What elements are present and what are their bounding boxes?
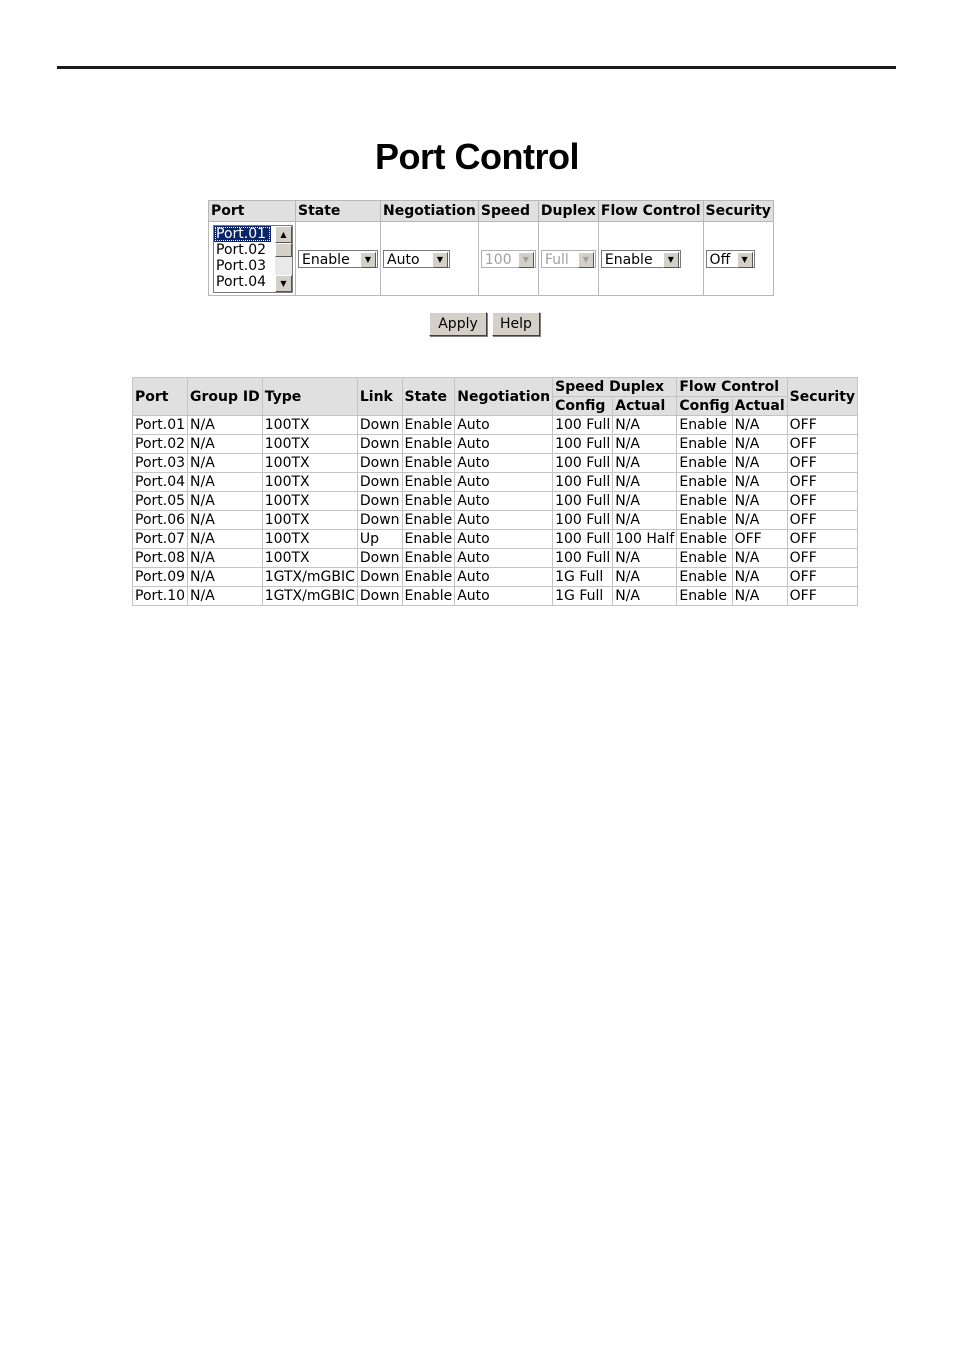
speed-select-value: 100 — [484, 251, 512, 268]
cell-link: Down — [357, 473, 402, 492]
cell-security: OFF — [787, 530, 857, 549]
cell-speed-duplex-config: 100 Full — [553, 530, 613, 549]
cell-speed-duplex-actual: N/A — [613, 511, 677, 530]
chevron-down-icon[interactable]: ▼ — [663, 252, 679, 268]
cell-link: Down — [357, 568, 402, 587]
port-cell — [209, 222, 296, 296]
cell-port: Port.09 — [133, 568, 188, 587]
cell-type: 100TX — [262, 492, 357, 511]
flow-control-cell — [598, 222, 703, 296]
cell-type: 1GTX/mGBIC — [262, 587, 357, 606]
cell-state: Enable — [402, 587, 455, 606]
col-port: Port — [133, 378, 188, 416]
cell-speed-duplex-actual: 100 Half — [613, 530, 677, 549]
table-row — [133, 530, 858, 549]
cell-type: 100TX — [262, 549, 357, 568]
port-listbox[interactable] — [213, 225, 293, 293]
cell-port: Port.06 — [133, 511, 188, 530]
cell-speed-duplex-actual: N/A — [613, 492, 677, 511]
cell-negotiation: Auto — [455, 568, 553, 587]
cell-flow-control-config: Enable — [677, 473, 732, 492]
cell-security: OFF — [787, 549, 857, 568]
cell-speed-duplex-config: 100 Full — [553, 549, 613, 568]
cell-type: 100TX — [262, 435, 357, 454]
cell-state: Enable — [402, 549, 455, 568]
col-negotiation: Negotiation — [455, 378, 553, 416]
cell-flow-control-actual: N/A — [732, 473, 787, 492]
cell-link: Down — [357, 416, 402, 435]
cell-state: Enable — [402, 454, 455, 473]
cell-flow-control-config: Enable — [677, 549, 732, 568]
cell-speed-duplex-actual: N/A — [613, 568, 677, 587]
speed-select — [481, 250, 536, 268]
table-row — [133, 549, 858, 568]
cell-group-id: N/A — [188, 454, 263, 473]
cell-speed-duplex-config: 100 Full — [553, 492, 613, 511]
cell-speed-duplex-actual: N/A — [613, 473, 677, 492]
cell-flow-control-actual: N/A — [732, 568, 787, 587]
cell-security: OFF — [787, 568, 857, 587]
cell-negotiation: Auto — [455, 454, 553, 473]
cell-speed-duplex-actual: N/A — [613, 549, 677, 568]
col-type: Type — [262, 378, 357, 416]
col-state: State — [402, 378, 455, 416]
speed-cell — [478, 222, 538, 296]
cell-security: OFF — [787, 511, 857, 530]
scroll-thumb[interactable] — [275, 243, 292, 257]
apply-button[interactable]: Apply — [429, 312, 487, 336]
cell-port: Port.07 — [133, 530, 188, 549]
cell-security: OFF — [787, 587, 857, 606]
cell-group-id: N/A — [188, 587, 263, 606]
col-flow-control-config: Config — [677, 397, 732, 416]
control-header-row — [209, 201, 774, 222]
header-security: Security — [703, 201, 773, 222]
negotiation-select[interactable] — [383, 250, 450, 268]
cell-negotiation: Auto — [455, 587, 553, 606]
cell-flow-control-config: Enable — [677, 530, 732, 549]
cell-speed-duplex-actual: N/A — [613, 435, 677, 454]
cell-group-id: N/A — [188, 435, 263, 454]
header-port: Port — [209, 201, 296, 222]
cell-negotiation: Auto — [455, 473, 553, 492]
cell-flow-control-actual: N/A — [732, 511, 787, 530]
cell-link: Down — [357, 511, 402, 530]
cell-link: Down — [357, 587, 402, 606]
cell-link: Down — [357, 492, 402, 511]
table-row — [133, 435, 858, 454]
cell-flow-control-actual: N/A — [732, 416, 787, 435]
status-table-body — [133, 416, 858, 606]
port-option[interactable]: Port.01 — [214, 226, 271, 242]
cell-negotiation: Auto — [455, 530, 553, 549]
cell-group-id: N/A — [188, 549, 263, 568]
cell-port: Port.02 — [133, 435, 188, 454]
control-input-row — [209, 222, 774, 296]
cell-flow-control-config: Enable — [677, 435, 732, 454]
cell-state: Enable — [402, 568, 455, 587]
cell-flow-control-config: Enable — [677, 454, 732, 473]
cell-security: OFF — [787, 473, 857, 492]
cell-state: Enable — [402, 530, 455, 549]
cell-speed-duplex-actual: N/A — [613, 587, 677, 606]
cell-group-id: N/A — [188, 492, 263, 511]
cell-port: Port.04 — [133, 473, 188, 492]
negotiation-select-value: Auto — [387, 251, 420, 268]
cell-security: OFF — [787, 435, 857, 454]
table-row — [133, 568, 858, 587]
chevron-down-icon: ▼ — [518, 252, 534, 268]
cell-group-id: N/A — [188, 473, 263, 492]
status-header-row — [133, 378, 858, 397]
page-title: Port Control — [375, 136, 579, 177]
header-flow-control: Flow Control — [598, 201, 703, 222]
scroll-up-icon[interactable]: ▲ — [275, 226, 292, 243]
port-option[interactable]: Port.02 — [216, 241, 267, 258]
cell-link: Down — [357, 549, 402, 568]
duplex-select — [541, 250, 596, 268]
cell-speed-duplex-config: 1G Full — [553, 568, 613, 587]
col-flow-control-actual: Actual — [732, 397, 787, 416]
negotiation-cell — [381, 222, 479, 296]
duplex-cell — [538, 222, 598, 296]
cell-flow-control-actual: OFF — [732, 530, 787, 549]
header-negotiation: Negotiation — [381, 201, 479, 222]
cell-flow-control-config: Enable — [677, 587, 732, 606]
duplex-select-value: Full — [544, 251, 569, 268]
flow-control-select[interactable] — [601, 250, 681, 268]
cell-speed-duplex-config: 100 Full — [553, 511, 613, 530]
port-option[interactable]: Port.03 — [216, 257, 267, 274]
cell-port: Port.01 — [133, 416, 188, 435]
chevron-down-icon: ▼ — [578, 252, 594, 268]
cell-type: 100TX — [262, 473, 357, 492]
cell-group-id: N/A — [188, 568, 263, 587]
cell-speed-duplex-actual: N/A — [613, 454, 677, 473]
cell-link: Down — [357, 454, 402, 473]
col-group-id: Group ID — [188, 378, 263, 416]
cell-flow-control-actual: N/A — [732, 435, 787, 454]
cell-speed-duplex-config: 100 Full — [553, 454, 613, 473]
cell-link: Up — [357, 530, 402, 549]
col-flow-control: Flow Control — [677, 378, 787, 397]
cell-port: Port.03 — [133, 454, 188, 473]
table-row — [133, 416, 858, 435]
cell-type: 100TX — [262, 511, 357, 530]
cell-port: Port.10 — [133, 587, 188, 606]
state-cell — [296, 222, 381, 296]
help-button[interactable]: Help — [492, 312, 540, 336]
scroll-down-icon[interactable]: ▼ — [275, 275, 292, 292]
cell-flow-control-actual: N/A — [732, 492, 787, 511]
cell-security: OFF — [787, 416, 857, 435]
cell-negotiation: Auto — [455, 492, 553, 511]
cell-negotiation: Auto — [455, 549, 553, 568]
table-row — [133, 511, 858, 530]
cell-flow-control-config: Enable — [677, 492, 732, 511]
cell-security: OFF — [787, 454, 857, 473]
chevron-down-icon[interactable]: ▼ — [737, 252, 753, 268]
table-row — [133, 492, 858, 511]
cell-flow-control-actual: N/A — [732, 454, 787, 473]
cell-type: 100TX — [262, 530, 357, 549]
flow-control-select-value: Enable — [604, 251, 653, 268]
cell-flow-control-actual: N/A — [732, 549, 787, 568]
chevron-down-icon[interactable]: ▼ — [360, 252, 376, 268]
cell-link: Down — [357, 435, 402, 454]
cell-port: Port.08 — [133, 549, 188, 568]
top-rule — [57, 66, 896, 69]
cell-speed-duplex-config: 100 Full — [553, 435, 613, 454]
cell-type: 100TX — [262, 454, 357, 473]
table-row — [133, 473, 858, 492]
table-row — [133, 454, 858, 473]
header-speed: Speed — [478, 201, 538, 222]
header-duplex: Duplex — [538, 201, 598, 222]
cell-negotiation: Auto — [455, 511, 553, 530]
cell-port: Port.05 — [133, 492, 188, 511]
col-security: Security — [787, 378, 857, 416]
port-listbox-scrollbar[interactable] — [275, 226, 292, 292]
cell-flow-control-actual: N/A — [732, 587, 787, 606]
col-speed-duplex-config: Config — [553, 397, 613, 416]
security-select-value: Off — [709, 251, 731, 268]
cell-group-id: N/A — [188, 416, 263, 435]
state-select[interactable] — [298, 250, 378, 268]
col-link: Link — [357, 378, 402, 416]
cell-state: Enable — [402, 511, 455, 530]
cell-group-id: N/A — [188, 530, 263, 549]
cell-speed-duplex-actual: N/A — [613, 416, 677, 435]
chevron-down-icon[interactable]: ▼ — [432, 252, 448, 268]
cell-security: OFF — [787, 492, 857, 511]
cell-negotiation: Auto — [455, 416, 553, 435]
port-control-form — [208, 200, 774, 296]
security-select[interactable] — [706, 250, 755, 268]
cell-speed-duplex-config: 100 Full — [553, 416, 613, 435]
cell-flow-control-config: Enable — [677, 511, 732, 530]
cell-state: Enable — [402, 492, 455, 511]
header-state: State — [296, 201, 381, 222]
col-speed-duplex-actual: Actual — [613, 397, 677, 416]
col-speed-duplex: Speed Duplex — [553, 378, 677, 397]
cell-flow-control-config: Enable — [677, 416, 732, 435]
state-select-value: Enable — [302, 251, 350, 268]
cell-speed-duplex-config: 100 Full — [553, 473, 613, 492]
cell-state: Enable — [402, 473, 455, 492]
cell-negotiation: Auto — [455, 435, 553, 454]
cell-type: 100TX — [262, 416, 357, 435]
cell-group-id: N/A — [188, 511, 263, 530]
cell-state: Enable — [402, 435, 455, 454]
cell-flow-control-config: Enable — [677, 568, 732, 587]
cell-state: Enable — [402, 416, 455, 435]
cell-speed-duplex-config: 1G Full — [553, 587, 613, 606]
security-cell — [703, 222, 773, 296]
table-row — [133, 587, 858, 606]
cell-type: 1GTX/mGBIC — [262, 568, 357, 587]
port-status-table — [132, 377, 858, 606]
port-option[interactable]: Port.04 — [216, 273, 267, 290]
